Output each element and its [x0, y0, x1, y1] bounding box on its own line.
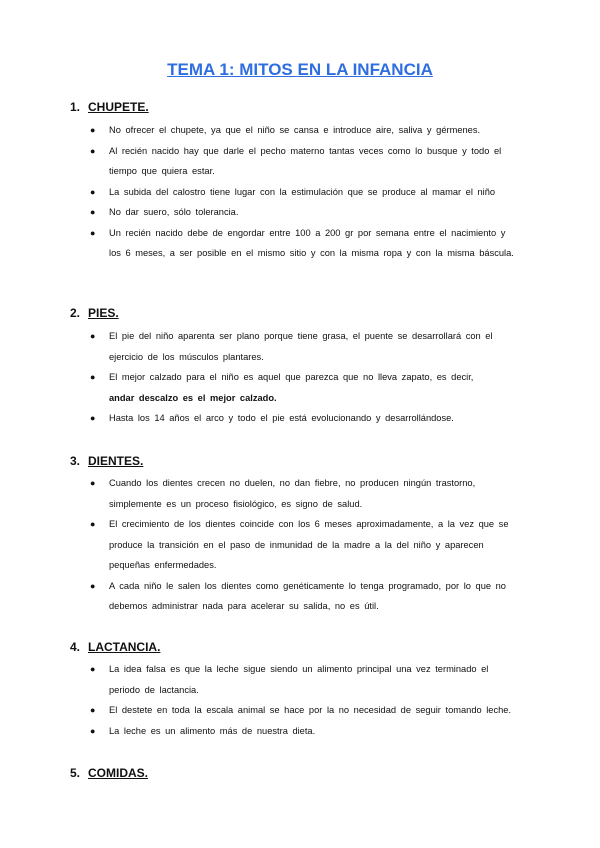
bullet-icon: ● — [90, 331, 96, 341]
bullet-icon: ● — [90, 519, 96, 529]
section-list-pies — [0, 326, 600, 429]
list-item-text: No ofrecer el chupete, ya que el niño se cansa e introduce aire, saliva y gérmenes. — [109, 125, 481, 135]
section-heading-dientes — [70, 454, 143, 468]
list-item-text: La idea falsa es que la leche sigue siendo un alimento principal una vez terminado el periodo de lactancia. — [109, 664, 489, 695]
list-item — [0, 473, 521, 514]
list-item-text: Cuando los dientes crecen no duelen, no dan fiebre, no producen ningún trastorno, simplemente es un proceso fisiológico, es signo de salud. — [109, 478, 476, 509]
section-number: 5. — [70, 766, 81, 780]
list-item-text: El pie del niño aparenta ser plano porque tiene grasa, el puente se desarrollará con el ejercicio de los músculos plantares. — [109, 331, 493, 362]
bullet-icon: ● — [90, 705, 96, 715]
bullet-icon: ● — [90, 580, 96, 591]
list-item — [0, 576, 521, 617]
section-number: 3. — [70, 454, 81, 468]
section-heading-chupete — [70, 100, 149, 114]
page-title: TEMA 1: MITOS EN LA INFANCIA — [167, 60, 433, 79]
list-item-text: El crecimiento de los dientes coincide con los 6 meses aproximadamente, a la vez que se produce la transición en el paso de inmunidad de la madre a la del niño y aparecen pequeñas enfermedades. — [109, 519, 509, 570]
bullet-icon: ● — [90, 725, 96, 736]
list-item-bold-text: andar descalzo es el mejor calzado. — [109, 392, 277, 403]
section-title: DIENTES. — [88, 454, 144, 468]
list-item-text: La subida del calostro tiene lugar con la estimulación que se produce al mamar el niño — [109, 186, 496, 197]
list-item — [0, 408, 521, 429]
section-title: CHUPETE. — [88, 100, 149, 114]
list-item — [0, 326, 521, 367]
list-item — [0, 182, 521, 203]
section-number: 2. — [70, 306, 81, 320]
list-item-text: Un recién nacido debe de engordar entre 100 a 200 gr por semana entre el nacimiento y los 6 meses, a ser posible en el mismo sitio y con la misma ropa y con la misma báscula. — [109, 227, 514, 258]
bullet-icon: ● — [90, 413, 96, 423]
section-title: COMIDAS. — [88, 766, 148, 780]
list-item-text: El mejor calzado para el niño es aquel que parezca que no lleva zapato, es decir, — [109, 372, 474, 382]
list-item-text: Al recién nacido hay que darle el pecho materno tantas veces como lo busque y todo el tiempo que quiera estar. — [109, 145, 502, 176]
list-item-text: Hasta los 14 años el arco y todo el pie está evolucionando y desarrollándose. — [109, 413, 454, 423]
list-item-text: No dar suero, sólo tolerancia. — [109, 207, 239, 217]
list-item — [0, 721, 521, 742]
list-item-text: A cada niño le salen los dientes como genéticamente lo tenga programado, por lo que no debemos administrar nada para acelerar su salida, no es útil. — [109, 580, 506, 611]
bullet-icon: ● — [90, 664, 96, 674]
section-heading-comidas — [70, 766, 148, 780]
list-item-text: La leche es un alimento más de nuestra dieta. — [109, 725, 316, 736]
list-item — [0, 141, 521, 182]
list-item — [0, 367, 521, 408]
section-list-lactancia — [0, 659, 600, 741]
list-item — [0, 659, 521, 700]
list-item — [0, 514, 521, 576]
section-list-dientes — [0, 473, 600, 617]
section-heading-pies — [70, 306, 119, 320]
section-list-chupete — [0, 120, 600, 264]
section-title: LACTANCIA. — [88, 640, 161, 654]
bullet-icon: ● — [90, 125, 96, 135]
bullet-icon: ● — [90, 207, 96, 217]
bullet-icon: ● — [90, 478, 96, 488]
section-number: 4. — [70, 640, 81, 654]
list-item — [0, 223, 521, 264]
list-item — [0, 700, 521, 721]
bullet-icon: ● — [90, 145, 96, 156]
list-item — [0, 202, 521, 223]
section-number: 1. — [70, 100, 81, 114]
section-heading-lactancia — [70, 640, 160, 654]
section-title: PIES. — [88, 306, 119, 320]
bullet-icon: ● — [90, 227, 96, 238]
bullet-icon: ● — [90, 372, 96, 382]
list-item — [0, 120, 521, 141]
list-item-text: El destete en toda la escala animal se hace por la no necesidad de seguir tomando leche. — [109, 705, 512, 715]
bullet-icon: ● — [90, 186, 96, 197]
